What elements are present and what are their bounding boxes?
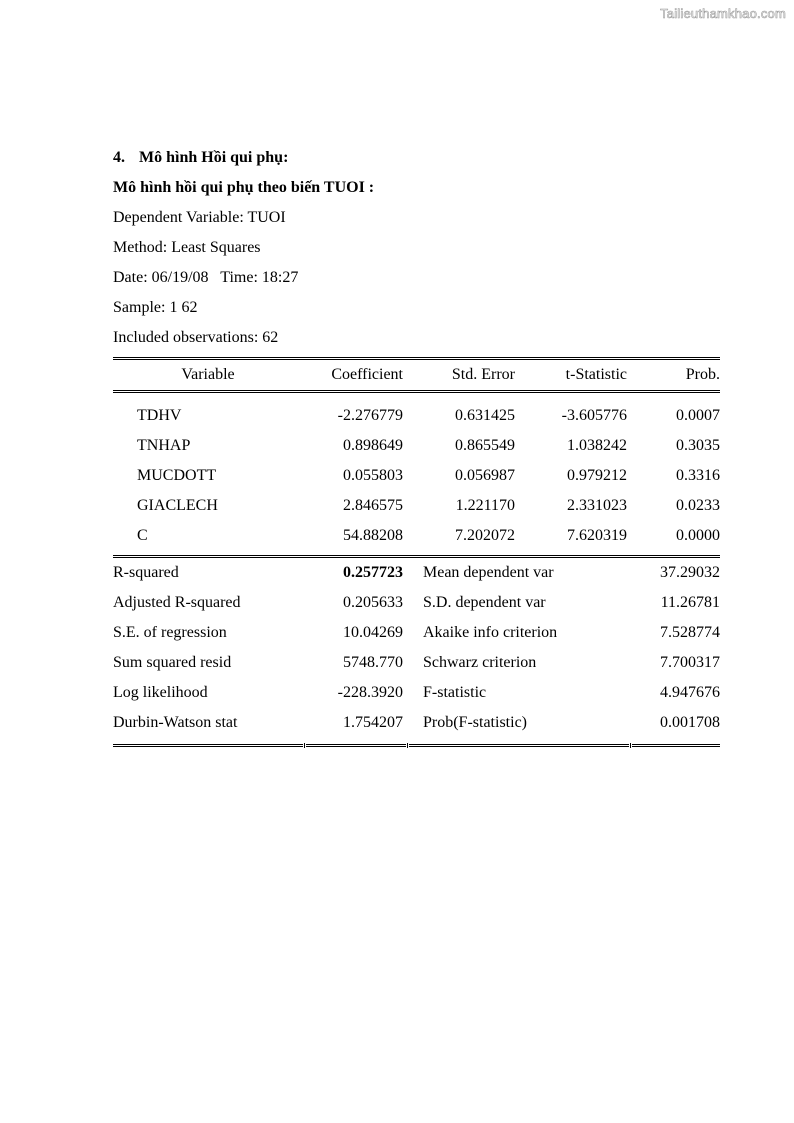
stat-value: 5748.770 [343, 654, 403, 671]
stat-label: Schwarz criterion [423, 654, 537, 671]
row-variable: C [137, 527, 148, 544]
section-heading [113, 143, 720, 173]
row-variable: TNHAP [137, 437, 191, 454]
table-row [113, 431, 720, 461]
stat-value: 0.257723 [343, 564, 403, 581]
header-coefficient: Coefficient [331, 366, 403, 383]
included-observations: Included observations: 62 [113, 329, 279, 346]
row-prob: 0.3035 [676, 437, 720, 454]
table-row [113, 461, 720, 491]
section-title: Mô hình Hồi qui phụ: [139, 149, 289, 166]
stats-row [113, 588, 720, 618]
row-std-error: 0.865549 [455, 437, 515, 454]
section-number: 4. [113, 149, 125, 166]
row-std-error: 1.221170 [455, 497, 515, 514]
stat-value: 7.700317 [660, 654, 720, 671]
row-std-error: 0.056987 [455, 467, 515, 484]
stat-label: Akaike info criterion [423, 624, 558, 641]
stats-row [113, 678, 720, 708]
column-tick [406, 743, 409, 748]
date-time: Date: 06/19/08 Time: 18:27 [113, 269, 299, 286]
stats-row [113, 558, 720, 588]
row-coefficient: 0.055803 [343, 467, 403, 484]
row-prob: 0.0000 [676, 527, 720, 544]
table-header-row [113, 360, 720, 390]
row-coefficient: 2.846575 [343, 497, 403, 514]
stat-label: F-statistic [423, 684, 487, 701]
stat-value: 0.205633 [343, 594, 403, 611]
row-prob: 0.3316 [676, 467, 720, 484]
stat-value: 0.001708 [660, 714, 720, 731]
coefficient-rows [113, 393, 720, 551]
sample: Sample: 1 62 [113, 299, 198, 316]
header-prob: Prob. [685, 366, 720, 383]
row-variable: GIACLECH [137, 497, 218, 514]
stat-label: Adjusted R-squared [113, 594, 241, 611]
stat-label: Durbin-Watson stat [113, 714, 238, 731]
column-tick [303, 743, 306, 748]
table-bottom-rule [113, 744, 720, 747]
summary-stats-table [113, 558, 720, 738]
row-variable: MUCDOTT [137, 467, 217, 484]
row-prob: 0.0007 [676, 407, 720, 424]
subheading: Mô hình hồi qui phụ theo biến TUOI : [113, 179, 375, 196]
method: Method: Least Squares [113, 239, 261, 256]
header-t-statistic: t-Statistic [565, 366, 627, 383]
document-body [113, 143, 720, 747]
stat-label: Mean dependent var [423, 564, 554, 581]
row-t-statistic: -3.605776 [561, 407, 627, 424]
stat-label: Log likelihood [113, 684, 208, 701]
column-tick [629, 743, 632, 748]
row-coefficient: 54.88208 [343, 527, 403, 544]
stat-label: S.D. dependent var [423, 594, 546, 611]
stat-value: -228.3920 [337, 684, 403, 701]
stat-label: R-squared [113, 564, 179, 581]
row-std-error: 7.202072 [455, 527, 515, 544]
stat-label: Sum squared resid [113, 654, 232, 671]
row-coefficient: 0.898649 [343, 437, 403, 454]
row-prob: 0.0233 [676, 497, 720, 514]
dependent-variable: Dependent Variable: TUOI [113, 209, 286, 226]
stats-row [113, 648, 720, 678]
watermark: Tailieuthamkhao.com [660, 6, 786, 21]
stat-label: S.E. of regression [113, 624, 227, 641]
stat-value: 37.29032 [660, 564, 720, 581]
stat-value: 11.26781 [660, 594, 720, 611]
row-std-error: 0.631425 [455, 407, 515, 424]
row-coefficient: -2.276779 [337, 407, 403, 424]
table-row [113, 521, 720, 551]
coefficient-table [113, 360, 720, 390]
stat-value: 1.754207 [343, 714, 403, 731]
stat-label: Prob(F-statistic) [423, 714, 527, 731]
table-row [113, 491, 720, 521]
stats-row [113, 708, 720, 738]
row-t-statistic: 2.331023 [567, 497, 627, 514]
table-row [113, 401, 720, 431]
header-std-error: Std. Error [451, 366, 515, 383]
header-variable: Variable [181, 366, 235, 383]
stat-value: 10.04269 [343, 624, 403, 641]
stat-value: 4.947676 [660, 684, 720, 701]
stat-value: 7.528774 [660, 624, 720, 641]
stats-row [113, 618, 720, 648]
row-t-statistic: 1.038242 [567, 437, 627, 454]
row-variable: TDHV [137, 407, 182, 424]
row-t-statistic: 7.620319 [567, 527, 627, 544]
row-t-statistic: 0.979212 [567, 467, 627, 484]
